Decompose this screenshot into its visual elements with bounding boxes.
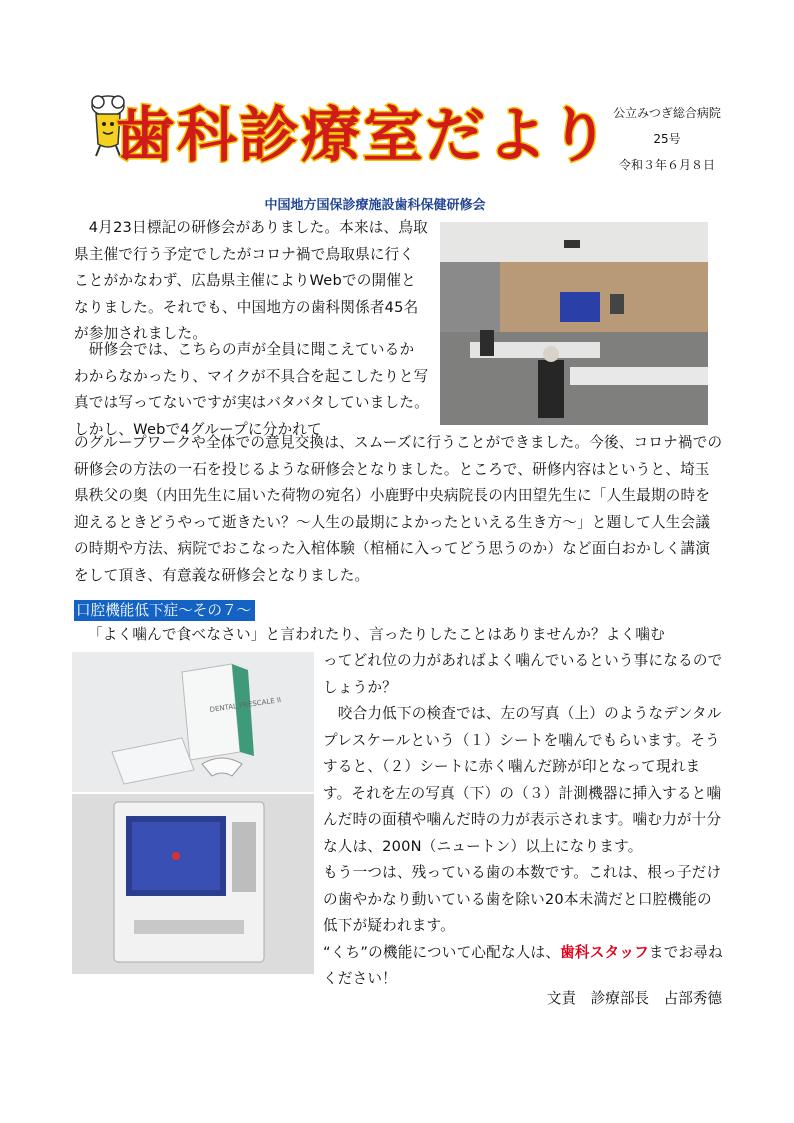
measuring-device-photo (72, 794, 314, 974)
issue-info (602, 100, 732, 178)
section2-para-b: 咬合力低下の検査では、左の写真（上）のようなデンタルプレスケールという（１）シートを噛んでもらいます。そうすると、（２）シートに赤く噛んだ跡が印となって現れます。それを左の写真（下）の（３）計測機器に挿入すると噛んだ時の面積や噛んだ時の力が表示されます。噛む力が十分な人は、200N（ニュートン）以上になります。 (323, 705, 722, 855)
dental-staff-highlight: 歯科スタッフ (560, 943, 649, 961)
section2-body (323, 648, 723, 993)
signature: 文責 診療部長 占部秀德 (546, 990, 722, 1007)
section1-para3: のグループワークや全体での意見交換は、スムーズに行うことができました。今後、コロナ禍での研修会の方法の一石を投じるような研修会となりました。ところで、研修内容はというと、埼玉県秩父の奥（内田先生に届いた荷物の宛名）小鹿野中央病院長の内田望先生に「人生最期の時を迎えるときどうやって逝きたい？～人生の最期によかったといえる生き方～」と題して人生会議の時期や方法、病院でおこなった入棺体験（棺桶に入ってどう思うのか）など面白おかしく講演をして頂き、有意義な研修会となりました。 (74, 434, 723, 584)
package-label: DENTAL PRESCALE II (209, 696, 282, 714)
para-d-pre: “くち”の機能について心配な人は、 (323, 943, 561, 961)
section2-para-d (323, 940, 723, 993)
para-d-post: までお尋ねください！ (323, 943, 723, 987)
issue-date: 令和３年６月８日 (618, 158, 715, 172)
section1-title: 中国地方国保診療施設歯科保健研修会 (264, 198, 486, 213)
dental-prescale-photo (72, 652, 314, 792)
section2-intro: 「よく噛んで食べなさい」と言われたり、言ったりしたことはありませんか？よく噛む (88, 626, 665, 643)
section2-para-c: もう一つは、残っている歯の本数です。これは、根っ子だけの歯やかなり動いている歯を除い20本未満だと口腔機能の低下が疑われます。 (323, 864, 722, 934)
issue-number: 25号 (653, 132, 681, 146)
section2-para-a: ってどれ位の力があればよく噛んでいるという事になるのでしょうか？ (323, 652, 723, 696)
title-text: 歯科診療室だより (115, 101, 611, 171)
section1-para2: 研修会では、こちらの声が全員に聞こえているかわからなかったり、マイクが不具合を起こしたりと写真では写ってないですが実はバタバタしていました。しかし、Webで4グループに分かれて (74, 341, 429, 438)
seminar-room-photo (440, 222, 708, 425)
section2-title: 口腔機能低下症～その７～ (74, 600, 255, 621)
section1-para1: 4月23日標記の研修会がありました。本来は、鳥取県主催で行う予定でしたがコロナ禍で鳥取県に行くことがかなわず、広島県主催によりWebでの開催となりました。それでも、中国地方の歯科関係者45名が参加されました。 (74, 219, 428, 342)
hospital-name: 公立みつぎ総合病院 (613, 106, 721, 120)
newsletter-title (115, 96, 611, 171)
